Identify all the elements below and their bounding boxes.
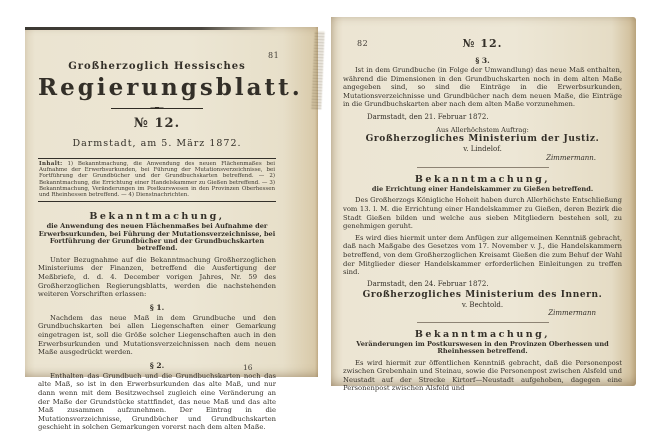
section-divider (417, 167, 549, 168)
signer-lindelof: v. Lindelof. (463, 144, 502, 153)
paragraph2-label: § 2. (149, 360, 165, 370)
ministry-justice: Großherzogliches Ministerium der Justiz. (365, 133, 600, 144)
masthead-title: Regierungsblatt. (38, 74, 303, 101)
notice2-dateline: Darmstadt, den 24. Februar 1872. (367, 279, 489, 288)
notice2-paragraph1: Des Großherzogs Königliche Hoheit haben durch Allerhöchste Entschließung vom 13. l. M. die Errichtung einer Handelskammer zu Gießen, deren Bezirk die Stadt Gießen bilden und welche aus sieben Mitgliedern bestehen soll, zu genehmigen geruht. (343, 196, 622, 231)
paragraph1-label: § 1. (149, 302, 165, 312)
paragraph3-label: § 3. (475, 56, 490, 65)
issue-number: № 12. (133, 116, 181, 131)
paragraph2-text: Enthalten das Grundbuch und die Grundbuchskarten noch das alte Maß, so ist in den Erwerbsurkunden das alte Maß, und nur dann wenn mit dem Besitzwechsel zugleich eine Veränderung an der Maße der Grundstücke stattfindet, das neue Maß und das alte Maß zusammen aufzunehmen. Der Eintrag in die Mutationsverzeichnisse, Grundbücher und Grundbuchskarten geschieht in solchen Gemarkungen vorerst nach dem alten Maße. (38, 371, 276, 432)
notice2-heading: Bekanntmachung, (414, 173, 551, 185)
page-number: 81 (268, 51, 280, 60)
toc-text: 1) Bekanntmachung, die Anwendung des neuen Flächenmaßes bei Aufnahme der Erwerbsurkunden, bei Führung der Mutationsverzeichnisse, bei Fortführung der Grundbücher und der Grundbuchskarten betreffend. — 2) Bekanntmachung, die Errichtung einer Handelskammer zu Gießen betreffend. — 3) Bekanntmachung, Veränderungen im Postkurswesen in den Provinzen Oberhessen und Rheinhessen betreffend. — 4) Dienstnachrichten. (39, 161, 275, 199)
paragraph3-text: Ist in dem Grundbuche (in Folge der Umwandlung) das neue Maß enthalten, während die Dimensionen in den Grundbuchskarten noch in dem alten Maße angegeben sind, so sind die Einträge in die Erwerbsurkunden, Mutationsverzeichnisse und Grundbücher nach dem neuen Maße, die Einträge in die Grundbuchskarten aber nach dem alten Maße vorzunehmen. (343, 66, 622, 109)
print-area-left (38, 27, 303, 432)
notice1-heading: Bekanntmachung, (89, 211, 225, 223)
toc-label: Inhalt: (39, 161, 63, 167)
countersigner-zimmermann: Zimmermann. (546, 153, 596, 162)
authority-line: Aus Allerhöchstem Auftrag: (436, 125, 529, 134)
ministry-interior: Großherzogliches Ministerium des Innern. (362, 289, 603, 300)
page-number: 82 (357, 39, 369, 48)
notice3-heading: Bekanntmachung, (414, 328, 551, 340)
notice3-paragraph1: Es wird hiermit zur öffentlichen Kenntniß gebracht, daß die Personenpost zwischen Grebenhain und Steinau, sowie die Personenpost zwischen Alsfeld und Neustadt auf der Strecke Kirtorf—Neustadt aufgehoben, dagegen eine Personenpost zwischen Alsfeld und (343, 358, 622, 393)
masthead-subtitle: Großherzoglich Hessisches (68, 61, 246, 72)
countersigner-zimmermann: Zimmermann (548, 308, 596, 317)
signer-bechtold: v. Bechtold. (461, 300, 504, 309)
paragraph1-text: Nachdem das neue Maß in dem Grundbuche und den Grundbuchskarten bei allen Liegenschaften einer Gemarkung eingetragen ist, soll die Größe solcher Liegenschaften auch in den Erwerbsurkunden und Mutationsverzeichnissen nach dem neuen Maße ausgedrückt werden. (38, 313, 276, 357)
section-divider (417, 322, 549, 323)
notice1-subtitle: die Anwendung des neuen Flächenmaßes bei Aufnahme der Erwerbsurkunden, bei Führung der Mutationsverzeichnisse, bei Fortführung der Grundbücher und der Grundbuchskarten betreffend. (38, 222, 276, 253)
notice2-subtitle: die Errichtung einer Handelskammer zu Gießen betreffend. (371, 184, 594, 193)
scanned-page-right (331, 17, 636, 393)
signature-mark: 16 (243, 363, 253, 372)
print-area-right (343, 17, 622, 393)
notice1-intro: Unter Bezugnahme auf die Bekanntmachung Großherzoglichen Ministeriums der Finanzen, betreffend die Ausfertigung der Meßbriefe, d. d. 4. December vorigen Jahres, Nr. 59 des Großherzoglichen Regierungsblatts, werden die nachstehenden weiteren Vorschriften erlassen: (38, 255, 276, 299)
notice2-paragraph2: Es wird dies hiermit unter dem Anfügen zur allgemeinen Kenntniß gebracht, daß nach Maßgabe des Gesetzes vom 17. November v. J., die Handelskammern betreffend, von dem Großherzoglichen Kreisamt Gießen die zum Behuf der Wahl der Mitglieder dieser Handelskammer erforderlichen Einleitungen zu treffen sind. (343, 233, 622, 277)
running-head: № 12. (462, 37, 503, 50)
table-of-contents (38, 158, 276, 202)
library-stamp (311, 31, 324, 109)
issue-dateline: Darmstadt, am 5. März 1872. (72, 138, 242, 149)
ornament-divider (111, 107, 203, 109)
notice1-dateline: Darmstadt, den 21. Februar 1872. (367, 112, 489, 121)
notice3-subtitle: Veränderungen im Postkurswesen in den Provinzen Oberhessen und Rheinhessen betreffend. (356, 339, 609, 356)
scanned-page-left (25, 27, 318, 432)
